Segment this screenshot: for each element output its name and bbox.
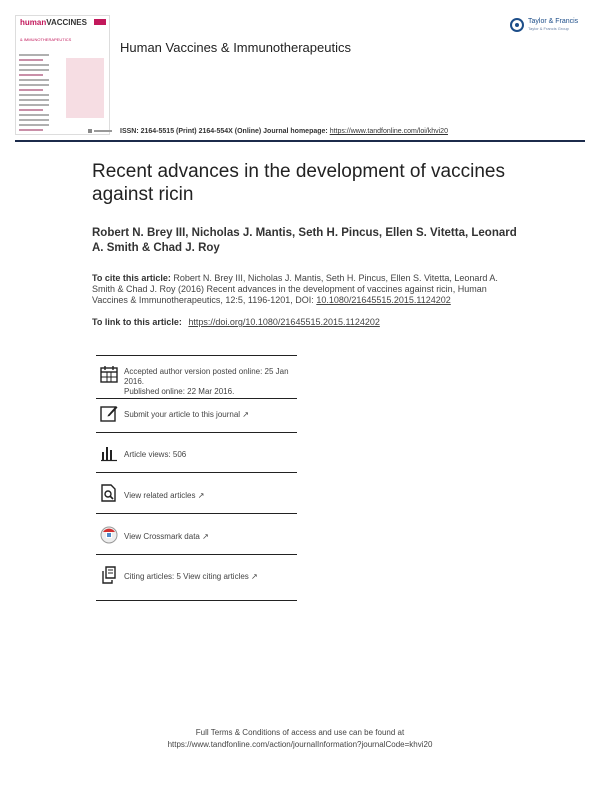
footer	[0, 727, 600, 751]
publisher-logo-icon	[510, 18, 524, 32]
divider	[96, 432, 297, 433]
cover-tag	[94, 19, 106, 25]
external-link-icon: ↗	[197, 491, 205, 500]
citing-articles-link[interactable]: Citing articles: 5 View citing articles ↗	[124, 572, 258, 581]
divider	[96, 398, 297, 399]
link-label: To link to this article:	[92, 317, 182, 327]
cover-contents	[19, 51, 49, 135]
published-date: Published online: 22 Mar 2016.	[124, 387, 235, 396]
cover-title: humanVACCINES	[20, 18, 87, 27]
publisher-logo	[510, 18, 578, 32]
divider	[96, 600, 297, 601]
external-link-icon: ↗	[251, 572, 258, 581]
calendar-icon	[100, 365, 118, 383]
crossmark-icon	[100, 526, 118, 544]
cover-subtitle: & IMMUNOTHERAPEUTICS	[20, 37, 72, 42]
bar-chart-icon	[100, 444, 118, 462]
article-title: Recent advances in the development of vaccines against ricin	[92, 161, 505, 205]
document-search-icon	[100, 484, 118, 502]
divider	[96, 472, 297, 473]
submit-article-link[interactable]: Submit your article to this journal ↗	[124, 410, 249, 419]
publisher-mark-icon	[88, 128, 114, 134]
cite-text: Robert N. Brey III, Nicholas J. Mantis, Seth H. Pincus, Ellen S. Vitetta, Leonard A. Smith & Chad J. Roy (2016) Recent advances in the development of vaccines against ricin, Human Vaccines & Immunotherapeutics, 12:5, 1196-1201, DOI:	[92, 273, 498, 305]
publisher-logo-text: Taylor & Francis	[528, 18, 579, 25]
article-link-line	[92, 317, 380, 327]
article-doi-link[interactable]: https://doi.org/10.1080/21645515.2015.1124202	[188, 317, 380, 327]
journal-title: Human Vaccines & Immunotherapeutics	[120, 40, 351, 55]
cover-image	[66, 58, 104, 118]
publisher-logo-subtext: Taylor & Francis Group	[528, 26, 569, 31]
crossmark-link[interactable]: View Crossmark data ↗	[124, 532, 209, 541]
accepted-date: Accepted author version posted online: 25 Jan 2016.	[124, 367, 289, 386]
divider	[96, 355, 297, 356]
small-publisher-mark	[88, 128, 114, 135]
footer-terms-link[interactable]: https://www.tandfonline.com/action/journalInformation?journalCode=khvi20	[167, 740, 433, 749]
journal-homepage-link[interactable]: https://www.tandfonline.com/loi/khvi20	[329, 128, 448, 135]
article-authors: Robert N. Brey III, Nicholas J. Mantis, Seth H. Pincus, Ellen S. Vitetta, Leonard A. Smith & Chad J. Roy	[92, 227, 517, 254]
citing-articles-icon	[100, 566, 118, 584]
issn-line: ISSN: 2164-5515 (Print) 2164-554X (Online) Journal homepage: https://www.tandfonline.com/loi/khvi20	[120, 128, 448, 135]
related-articles-link[interactable]: View related articles ↗	[124, 491, 205, 500]
header-divider	[15, 140, 585, 142]
divider	[96, 513, 297, 514]
cite-doi-link[interactable]: 10.1080/21645515.2015.1124202	[316, 295, 451, 305]
citation-block	[92, 273, 512, 306]
external-link-icon: ↗	[242, 410, 249, 419]
journal-cover-thumbnail	[15, 15, 110, 135]
footer-terms-text: Full Terms & Conditions of access and use can be found at	[195, 728, 405, 737]
external-link-icon: ↗	[202, 532, 209, 541]
cite-label: To cite this article:	[92, 273, 171, 283]
edit-icon	[100, 404, 118, 422]
article-views: Article views: 506	[124, 450, 187, 459]
divider	[96, 554, 297, 555]
